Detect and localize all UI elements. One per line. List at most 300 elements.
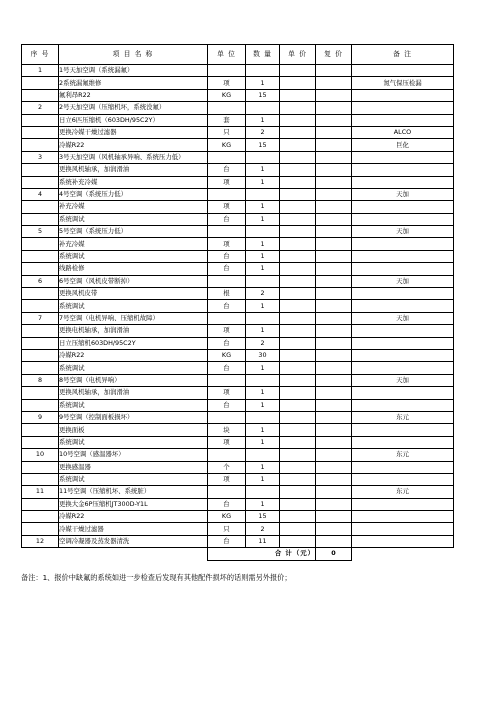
qty-cell: 15 — [246, 511, 280, 523]
remark-cell — [352, 102, 454, 114]
unit-cell — [208, 226, 246, 238]
total-price-cell — [316, 275, 352, 287]
unit-price-cell — [280, 238, 316, 250]
unit-cell: 台 — [208, 498, 246, 510]
unit-price-cell — [280, 275, 316, 287]
qty-cell — [246, 374, 280, 386]
remark-cell — [352, 300, 454, 312]
total-value: 0 — [316, 548, 352, 560]
item-name: 更换面板 — [59, 424, 208, 436]
total-price-cell — [316, 387, 352, 399]
unit-cell — [208, 449, 246, 461]
header-row — [22, 45, 454, 65]
qty-cell: 1 — [246, 250, 280, 262]
total-price-cell — [316, 511, 352, 523]
remark-cell: 天加 — [352, 226, 454, 238]
total-price-cell — [316, 337, 352, 349]
unit-price-cell — [280, 461, 316, 473]
row-number: 11 — [22, 486, 59, 498]
qty-cell: 1 — [246, 461, 280, 473]
table-row — [22, 473, 454, 485]
unit-price-cell — [280, 77, 316, 89]
item-name: 系统调试 — [59, 362, 208, 374]
table-row — [22, 449, 454, 461]
item-name: 8号空调（电机异响） — [59, 374, 208, 386]
unit-cell: 根 — [208, 288, 246, 300]
unit-price-cell — [280, 436, 316, 448]
item-name: 9号空调（控制面板损坏） — [59, 411, 208, 423]
row-number — [22, 263, 59, 275]
unit-price-cell — [280, 486, 316, 498]
row-number — [22, 126, 59, 138]
remark-cell — [352, 424, 454, 436]
qty-cell — [246, 449, 280, 461]
remark-cell — [352, 461, 454, 473]
total-price-cell — [316, 362, 352, 374]
qty-cell — [246, 226, 280, 238]
unit-price-cell — [280, 288, 316, 300]
qty-cell: 2 — [246, 523, 280, 535]
item-name: 更换电机轴承，加润滑油 — [59, 325, 208, 337]
table-row — [22, 176, 454, 188]
row-number: 4 — [22, 188, 59, 200]
remark-cell — [352, 535, 454, 547]
unit-cell: 项 — [208, 77, 246, 89]
remark-cell: 东元 — [352, 411, 454, 423]
item-name: 10号空调（感温器坏） — [59, 449, 208, 461]
qty-cell: 2 — [246, 337, 280, 349]
item-name: 4号空调（系统压力低） — [59, 188, 208, 200]
qty-cell — [246, 151, 280, 163]
qty-cell: 2 — [246, 126, 280, 138]
remark-cell — [352, 213, 454, 225]
item-name: 3号天加空调（风机轴承异响、系统压力低） — [59, 151, 208, 163]
total-price-cell — [316, 126, 352, 138]
row-number — [22, 498, 59, 510]
table-row — [22, 226, 454, 238]
header-qty: 数 量 — [246, 45, 280, 65]
unit-price-cell — [280, 139, 316, 151]
item-name: 更换风机轴承，加润滑油 — [59, 387, 208, 399]
unit-cell: 项 — [208, 176, 246, 188]
qty-cell: 1 — [246, 300, 280, 312]
qty-cell: 1 — [246, 387, 280, 399]
row-number — [22, 213, 59, 225]
qty-cell: 1 — [246, 263, 280, 275]
total-price-cell — [316, 300, 352, 312]
qty-cell: 1 — [246, 114, 280, 126]
unit-cell: KG — [208, 349, 246, 361]
total-price-cell — [316, 399, 352, 411]
unit-cell — [208, 486, 246, 498]
remark-cell — [352, 164, 454, 176]
table-row — [22, 89, 454, 101]
qty-cell: 15 — [246, 89, 280, 101]
total-price-cell — [316, 424, 352, 436]
row-number — [22, 399, 59, 411]
unit-price-cell — [280, 535, 316, 547]
total-price-cell — [316, 436, 352, 448]
unit-price-cell — [280, 300, 316, 312]
item-name: 系统调试 — [59, 473, 208, 485]
unit-cell: 台 — [208, 362, 246, 374]
qty-cell: 2 — [246, 288, 280, 300]
total-row — [22, 548, 454, 560]
row-number — [22, 473, 59, 485]
qty-cell: 1 — [246, 362, 280, 374]
remark-cell: 天加 — [352, 374, 454, 386]
header-unit-price: 单 价 — [280, 45, 316, 65]
table-row — [22, 511, 454, 523]
row-number: 1 — [22, 65, 59, 77]
remark-cell — [352, 263, 454, 275]
qty-cell: 1 — [246, 164, 280, 176]
table-row — [22, 523, 454, 535]
unit-price-cell — [280, 362, 316, 374]
table-row — [22, 374, 454, 386]
unit-price-cell — [280, 114, 316, 126]
unit-cell: 台 — [208, 250, 246, 262]
total-label: 合 计（元） — [208, 548, 316, 560]
table-row — [22, 312, 454, 324]
total-price-cell — [316, 188, 352, 200]
row-number — [22, 238, 59, 250]
unit-price-cell — [280, 151, 316, 163]
qty-cell: 1 — [246, 325, 280, 337]
table-row — [22, 275, 454, 287]
unit-price-cell — [280, 511, 316, 523]
total-price-cell — [316, 374, 352, 386]
total-price-cell — [316, 89, 352, 101]
total-price-cell — [316, 226, 352, 238]
table-row — [22, 263, 454, 275]
table-row — [22, 498, 454, 510]
item-name: 空调冷凝器及蒸发器清洗 — [59, 535, 208, 547]
item-name: 冷媒R22 — [59, 139, 208, 151]
table-row — [22, 164, 454, 176]
table-row — [22, 461, 454, 473]
table-row — [22, 238, 454, 250]
qty-cell — [246, 486, 280, 498]
unit-price-cell — [280, 337, 316, 349]
total-price-cell — [316, 473, 352, 485]
table-row — [22, 213, 454, 225]
remark-cell: 天加 — [352, 188, 454, 200]
item-name: 系统调试 — [59, 436, 208, 448]
unit-price-cell — [280, 312, 316, 324]
unit-price-cell — [280, 387, 316, 399]
remark-cell — [352, 114, 454, 126]
remark-cell — [352, 176, 454, 188]
row-number: 6 — [22, 275, 59, 287]
item-name: 2号天加空调（压缩机坏，系统没氟） — [59, 102, 208, 114]
total-price-cell — [316, 349, 352, 361]
total-price-cell — [316, 523, 352, 535]
qty-cell — [246, 65, 280, 77]
item-name: 更换大金6P压缩机JT300D-Y1L — [59, 498, 208, 510]
remark-cell — [352, 238, 454, 250]
remark-cell — [352, 325, 454, 337]
remark-cell: 巨化 — [352, 139, 454, 151]
unit-cell — [208, 411, 246, 423]
total-price-cell — [316, 102, 352, 114]
table-row — [22, 399, 454, 411]
item-name: 冷媒干燥过滤器 — [59, 523, 208, 535]
header-total-price: 复 价 — [316, 45, 352, 65]
table-row — [22, 486, 454, 498]
remark-cell: 天加 — [352, 312, 454, 324]
row-number — [22, 114, 59, 126]
quote-table — [21, 44, 454, 561]
total-price-cell — [316, 77, 352, 89]
total-price-cell — [316, 263, 352, 275]
remark-cell — [352, 151, 454, 163]
unit-price-cell — [280, 349, 316, 361]
item-name: 5号空调（系统压力低） — [59, 226, 208, 238]
qty-cell: 1 — [246, 213, 280, 225]
unit-price-cell — [280, 89, 316, 101]
unit-cell: 项 — [208, 436, 246, 448]
remark-cell — [352, 523, 454, 535]
unit-cell: 台 — [208, 164, 246, 176]
item-name: 系统调试 — [59, 399, 208, 411]
table-row — [22, 288, 454, 300]
total-price-cell — [316, 213, 352, 225]
table-row — [22, 201, 454, 213]
total-price-cell — [316, 312, 352, 324]
unit-cell: 项 — [208, 201, 246, 213]
header-no: 序 号 — [22, 45, 59, 65]
row-number — [22, 89, 59, 101]
table-row — [22, 349, 454, 361]
unit-price-cell — [280, 226, 316, 238]
table-row — [22, 337, 454, 349]
table-row — [22, 411, 454, 423]
item-name: 1号天加空调（系统漏氟） — [59, 65, 208, 77]
row-number: 12 — [22, 535, 59, 547]
unit-price-cell — [280, 102, 316, 114]
table-row — [22, 102, 454, 114]
unit-cell — [208, 312, 246, 324]
qty-cell — [246, 102, 280, 114]
row-number: 3 — [22, 151, 59, 163]
unit-cell — [208, 102, 246, 114]
item-name: 更换风机皮带 — [59, 288, 208, 300]
table-row — [22, 325, 454, 337]
table-row — [22, 300, 454, 312]
unit-price-cell — [280, 164, 316, 176]
item-name: 日立6匹压缩机（603DH/95C2Y） — [59, 114, 208, 126]
row-number: 7 — [22, 312, 59, 324]
table-row — [22, 114, 454, 126]
table-row — [22, 126, 454, 138]
row-number — [22, 300, 59, 312]
remark-cell — [352, 511, 454, 523]
remark-cell — [352, 89, 454, 101]
remark-cell — [352, 362, 454, 374]
unit-cell: KG — [208, 89, 246, 101]
unit-price-cell — [280, 399, 316, 411]
unit-price-cell — [280, 188, 316, 200]
remark-cell — [352, 473, 454, 485]
qty-cell: 1 — [246, 436, 280, 448]
qty-cell: 1 — [246, 176, 280, 188]
table-row — [22, 188, 454, 200]
row-number — [22, 349, 59, 361]
table-row — [22, 151, 454, 163]
unit-cell — [208, 65, 246, 77]
row-number — [22, 288, 59, 300]
unit-price-cell — [280, 411, 316, 423]
row-number — [22, 337, 59, 349]
item-name: 线路检修 — [59, 263, 208, 275]
unit-cell: 台 — [208, 300, 246, 312]
unit-price-cell — [280, 213, 316, 225]
row-number — [22, 201, 59, 213]
table-row — [22, 436, 454, 448]
total-price-cell — [316, 288, 352, 300]
total-price-cell — [316, 535, 352, 547]
qty-cell — [246, 312, 280, 324]
qty-cell: 1 — [246, 473, 280, 485]
total-price-cell — [316, 250, 352, 262]
item-name: 日立压缩机603DH/95C2Y — [59, 337, 208, 349]
total-price-cell — [316, 201, 352, 213]
row-number — [22, 387, 59, 399]
unit-cell: 台 — [208, 399, 246, 411]
qty-cell: 15 — [246, 139, 280, 151]
row-number: 8 — [22, 374, 59, 386]
unit-price-cell — [280, 126, 316, 138]
item-name: 更换冷媒干燥过滤器 — [59, 126, 208, 138]
row-number — [22, 77, 59, 89]
total-price-cell — [316, 151, 352, 163]
unit-cell: 台 — [208, 535, 246, 547]
qty-cell: 11 — [246, 535, 280, 547]
row-number — [22, 164, 59, 176]
total-price-cell — [316, 238, 352, 250]
row-number: 10 — [22, 449, 59, 461]
unit-price-cell — [280, 263, 316, 275]
item-name: 系统调试 — [59, 213, 208, 225]
qty-cell — [246, 411, 280, 423]
header-name: 项 目 名 称 — [59, 45, 208, 65]
unit-cell: 套 — [208, 114, 246, 126]
qty-cell: 1 — [246, 238, 280, 250]
remark-cell: ALCO — [352, 126, 454, 138]
unit-cell: 只 — [208, 126, 246, 138]
item-name: 补充冷媒 — [59, 201, 208, 213]
remark-cell: 东元 — [352, 486, 454, 498]
qty-cell: 1 — [246, 399, 280, 411]
unit-cell: 只 — [208, 523, 246, 535]
qty-cell — [246, 275, 280, 287]
total-price-cell — [316, 65, 352, 77]
table-row — [22, 77, 454, 89]
unit-price-cell — [280, 201, 316, 213]
total-price-cell — [316, 461, 352, 473]
unit-cell — [208, 374, 246, 386]
unit-cell — [208, 275, 246, 287]
row-number — [22, 523, 59, 535]
unit-cell — [208, 151, 246, 163]
unit-price-cell — [280, 523, 316, 535]
remark-cell — [352, 498, 454, 510]
row-number: 5 — [22, 226, 59, 238]
item-name: 氟利昂R22 — [59, 89, 208, 101]
qty-cell — [246, 188, 280, 200]
item-name: 系统调试 — [59, 300, 208, 312]
total-price-cell — [316, 325, 352, 337]
header-remark: 备 注 — [352, 45, 454, 65]
unit-cell: KG — [208, 139, 246, 151]
unit-cell: 项 — [208, 238, 246, 250]
table-row — [22, 424, 454, 436]
row-number — [22, 325, 59, 337]
remark-cell: 天加 — [352, 275, 454, 287]
unit-price-cell — [280, 325, 316, 337]
remark-cell — [352, 201, 454, 213]
item-name: 更换风机轴承，加润滑油 — [59, 164, 208, 176]
unit-price-cell — [280, 449, 316, 461]
table-row — [22, 362, 454, 374]
total-price-cell — [316, 486, 352, 498]
total-price-cell — [316, 449, 352, 461]
row-number: 2 — [22, 102, 59, 114]
row-number — [22, 250, 59, 262]
row-number — [22, 424, 59, 436]
table-row — [22, 139, 454, 151]
unit-cell: 台 — [208, 213, 246, 225]
unit-cell: 项 — [208, 473, 246, 485]
item-name: 2系统漏氟维修 — [59, 77, 208, 89]
table-row — [22, 65, 454, 77]
row-number: 9 — [22, 411, 59, 423]
unit-cell: 块 — [208, 424, 246, 436]
unit-price-cell — [280, 65, 316, 77]
item-name: 7号空调（电机异响、压缩机故障） — [59, 312, 208, 324]
unit-price-cell — [280, 473, 316, 485]
table-body — [22, 65, 454, 548]
remark-cell — [352, 349, 454, 361]
unit-price-cell — [280, 374, 316, 386]
item-name: 系统补充冷媒 — [59, 176, 208, 188]
item-name: 6号空调（风机皮带断掉） — [59, 275, 208, 287]
remark-cell: 氮气保压检漏 — [352, 77, 454, 89]
unit-cell: 台 — [208, 337, 246, 349]
row-number — [22, 461, 59, 473]
unit-cell: 项 — [208, 325, 246, 337]
row-number — [22, 511, 59, 523]
table-row — [22, 250, 454, 262]
remark-cell — [352, 250, 454, 262]
item-name: 冷媒R22 — [59, 511, 208, 523]
total-price-cell — [316, 164, 352, 176]
remark-cell — [352, 387, 454, 399]
remark-cell — [352, 436, 454, 448]
qty-cell: 1 — [246, 424, 280, 436]
remark-cell — [352, 65, 454, 77]
qty-cell: 1 — [246, 201, 280, 213]
total-price-cell — [316, 411, 352, 423]
unit-cell: 项 — [208, 387, 246, 399]
footnote: 备注：1、报价中缺氟的系统如进一步检查后发现有其他配件损坏的话则需另外报价； — [21, 573, 292, 582]
remark-cell — [352, 399, 454, 411]
unit-cell — [208, 188, 246, 200]
item-name: 冷媒R22 — [59, 349, 208, 361]
remark-cell — [352, 288, 454, 300]
table-row — [22, 535, 454, 547]
